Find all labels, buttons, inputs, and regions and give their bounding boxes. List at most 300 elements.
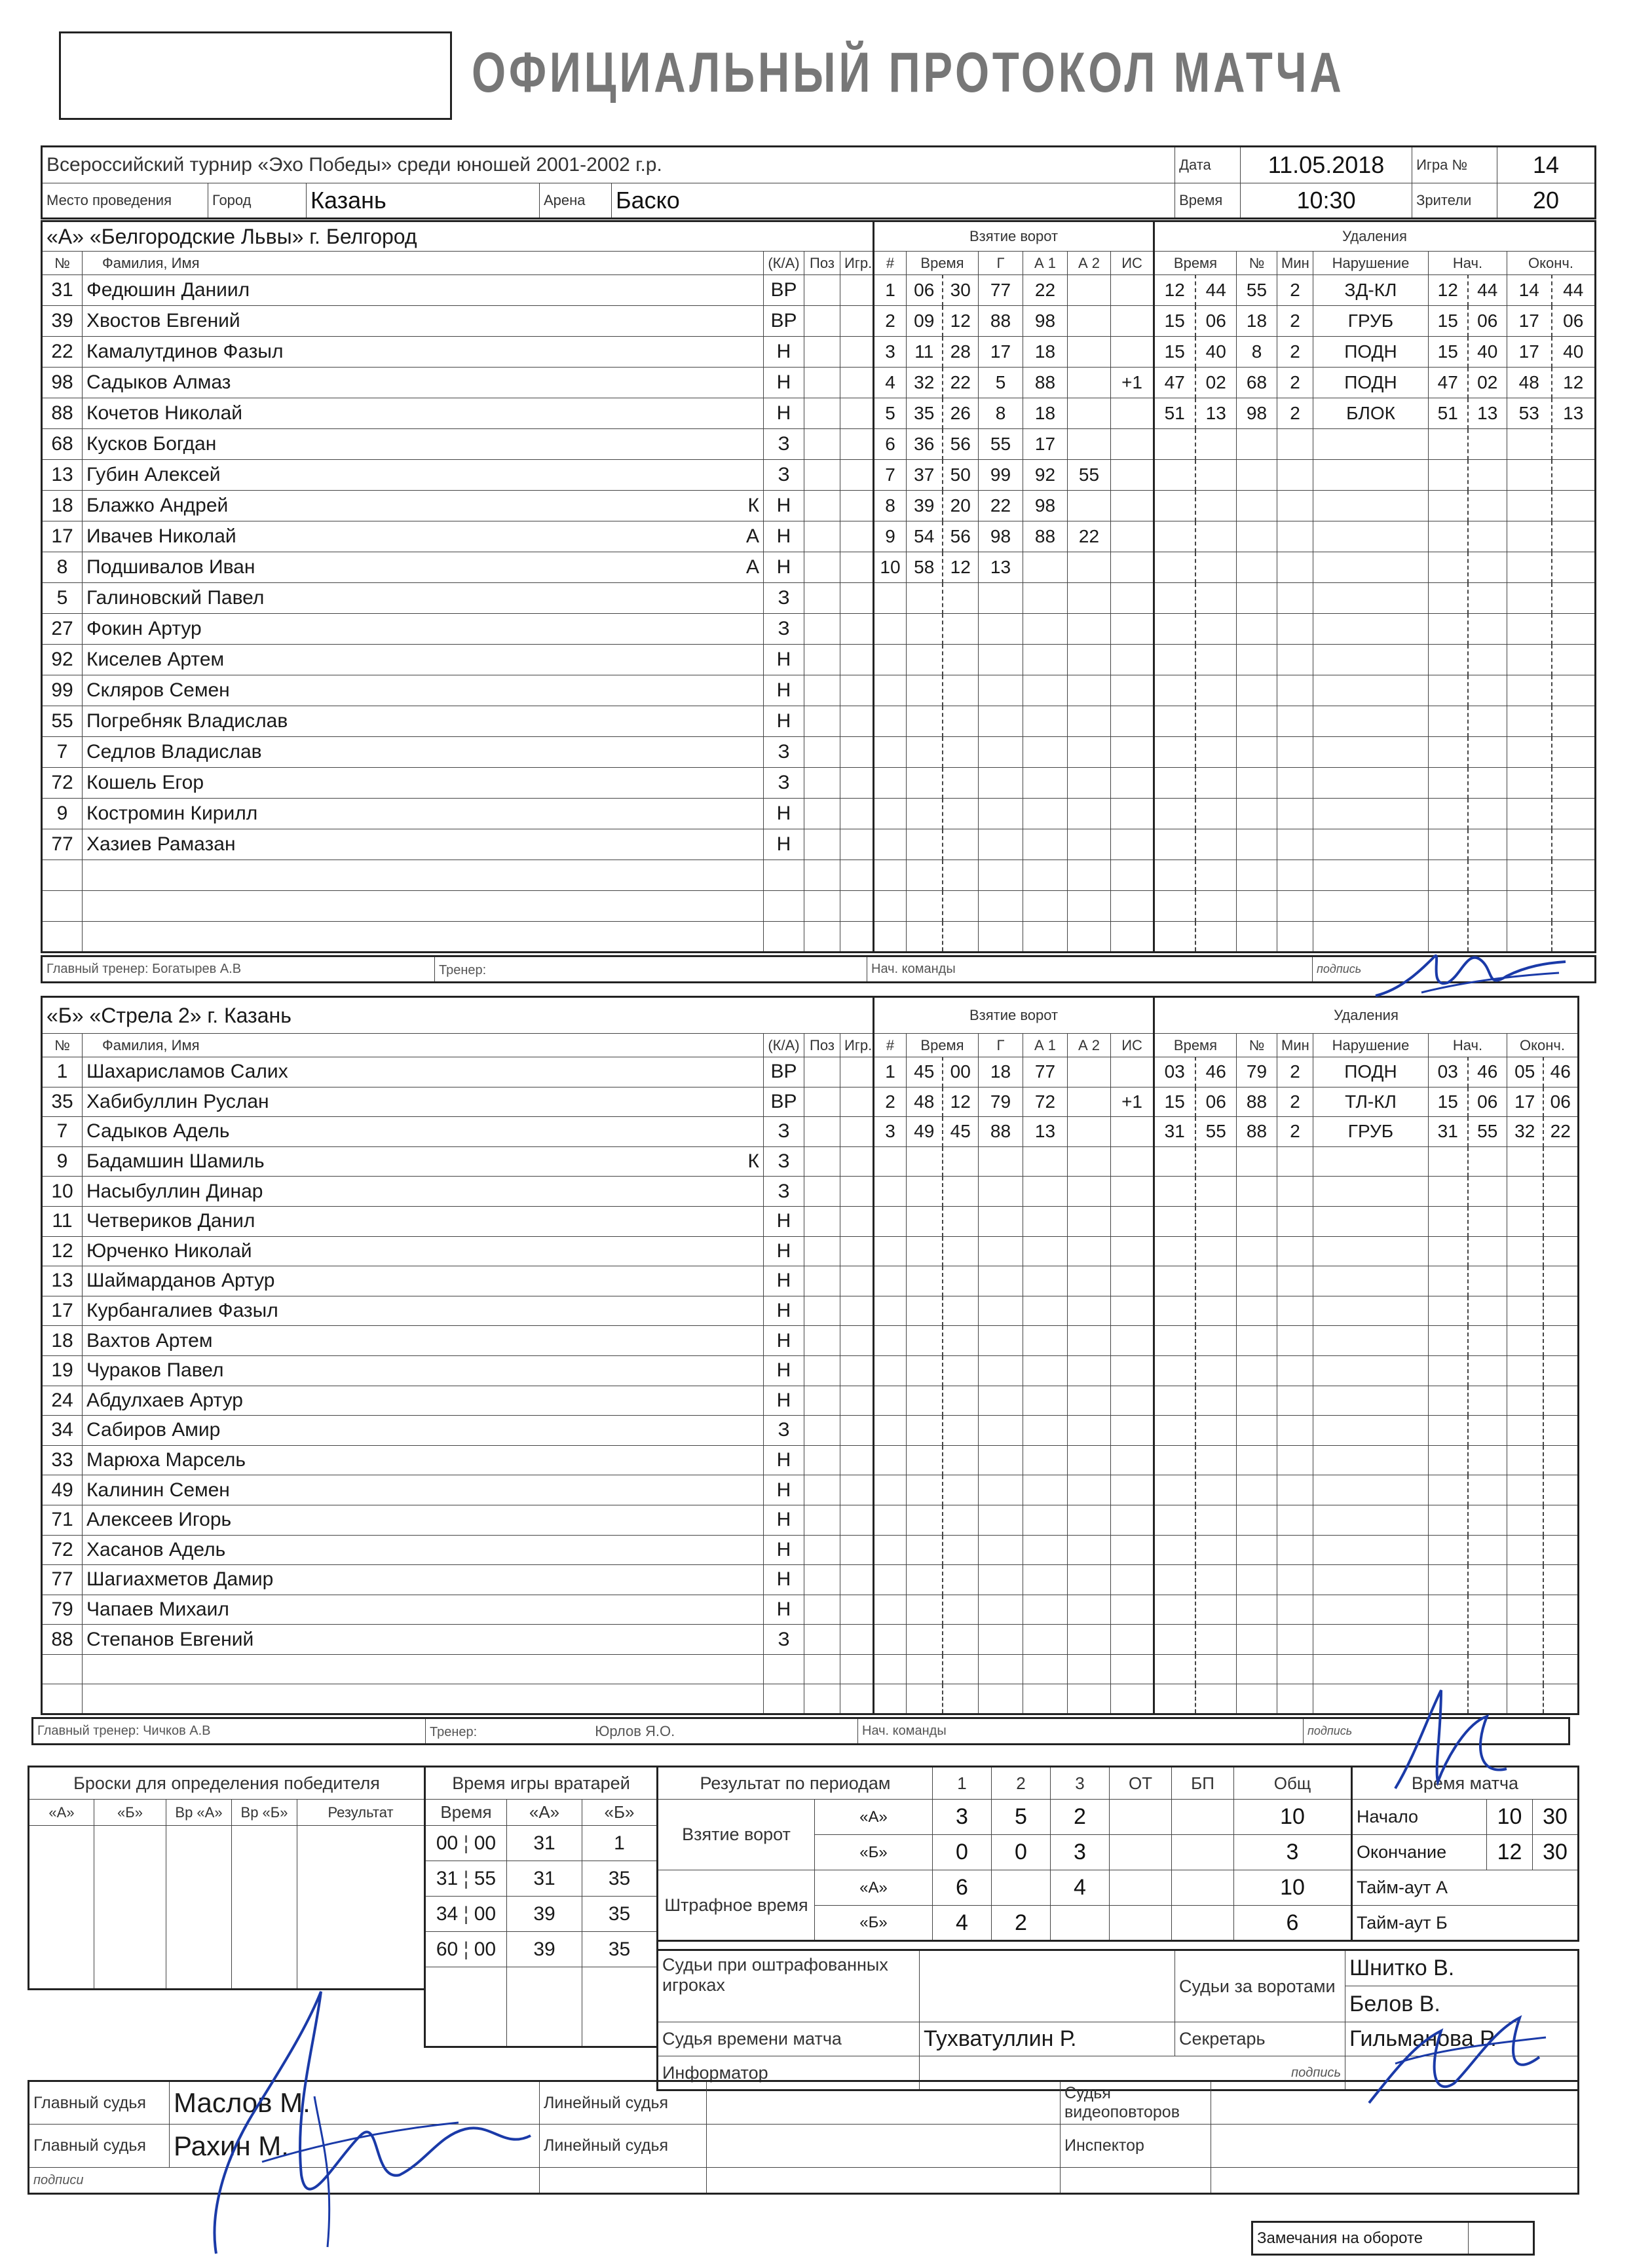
goal-row bbox=[874, 1146, 1154, 1177]
player-position: Н bbox=[764, 368, 804, 398]
goal-row bbox=[874, 1326, 1154, 1356]
penalty-row bbox=[1154, 706, 1596, 737]
goals-a-p3: 2 bbox=[1051, 1800, 1110, 1835]
timekeeper-label: Судья времени матча bbox=[658, 2022, 920, 2056]
gk-title: Время игры вратарей bbox=[425, 1767, 658, 1800]
player-number: 35 bbox=[42, 1087, 83, 1117]
player-name-text: Четвериков Данил bbox=[86, 1210, 255, 1232]
goal-minute: 39 bbox=[907, 491, 943, 521]
player-name bbox=[83, 1177, 764, 1207]
gk-time: 00 ¦ 00 bbox=[425, 1826, 507, 1861]
goal-row bbox=[874, 1236, 1154, 1266]
pen-second: 02 bbox=[1195, 368, 1237, 398]
goal-row bbox=[874, 491, 1154, 521]
head-ref-label-2: Главный судья bbox=[29, 2125, 170, 2168]
arena-value: Баско bbox=[612, 183, 1175, 219]
pen-end-minute: 14 bbox=[1507, 275, 1552, 306]
pen-player: 88 bbox=[1237, 1087, 1277, 1117]
pen-end-second: 40 bbox=[1552, 337, 1596, 368]
pen-minutes: 2 bbox=[1277, 337, 1313, 368]
player-name-text: Кошель Егор bbox=[86, 772, 204, 793]
player-row bbox=[42, 306, 874, 337]
teamB-roster-table bbox=[41, 996, 874, 1715]
goal-assist-1: 18 bbox=[1023, 337, 1068, 368]
player-name bbox=[83, 1206, 764, 1236]
penalty-row bbox=[1154, 829, 1596, 860]
player-name-text: Шахарисламов Салих bbox=[86, 1061, 288, 1083]
player-number: 33 bbox=[42, 1445, 83, 1475]
player-name bbox=[83, 1296, 764, 1326]
goal-index: 1 bbox=[874, 1057, 907, 1087]
player-position: Н bbox=[764, 1595, 804, 1625]
player-row bbox=[42, 1206, 874, 1236]
player-name bbox=[83, 1595, 764, 1625]
player-number: 27 bbox=[42, 614, 83, 645]
player-name bbox=[83, 275, 764, 306]
player-number: 79 bbox=[42, 1595, 83, 1625]
goal-second: 56 bbox=[943, 521, 979, 552]
col-pen-minutes: Мин bbox=[1277, 1034, 1313, 1057]
goal-row bbox=[874, 829, 1154, 860]
pen-offense: ПОДН bbox=[1313, 368, 1429, 398]
goal-scorer: 18 bbox=[979, 1057, 1023, 1087]
col-pen-time: Время bbox=[1154, 1034, 1237, 1057]
gk-time: 60 ¦ 00 bbox=[425, 1932, 507, 1967]
penalty-row bbox=[1154, 306, 1596, 337]
head-ref-label-1: Главный судья bbox=[29, 2081, 170, 2125]
goal-minute: 36 bbox=[907, 429, 943, 460]
teamA-title: «А» «Белгородские Львы» г. Белгород bbox=[42, 221, 874, 252]
col-pos: Поз bbox=[804, 252, 840, 275]
player-position: Н bbox=[764, 1326, 804, 1356]
pen-start-minute: 31 bbox=[1429, 1117, 1468, 1147]
pen-second: 06 bbox=[1195, 306, 1237, 337]
start-minute: 30 bbox=[1533, 1800, 1579, 1835]
penalty-row bbox=[1154, 614, 1596, 645]
goal-strength bbox=[1111, 306, 1154, 337]
pen-second: 44 bbox=[1195, 275, 1237, 306]
gk-second: 00 bbox=[474, 1938, 497, 1960]
pen-a-p2 bbox=[992, 1870, 1051, 1906]
res-col-total: Общ bbox=[1234, 1767, 1352, 1800]
pen-offense: ПОДН bbox=[1313, 337, 1429, 368]
city-value: Казань bbox=[307, 183, 540, 219]
col-pen-number: № bbox=[1237, 1034, 1277, 1057]
trainer-label: Тренер: bbox=[430, 1724, 478, 1739]
penalty-row bbox=[1154, 1177, 1579, 1207]
goal-row bbox=[874, 306, 1154, 337]
player-name bbox=[83, 614, 764, 645]
goal-scorer: 13 bbox=[979, 552, 1023, 583]
player-name bbox=[83, 645, 764, 675]
pen-minute: 03 bbox=[1154, 1057, 1195, 1087]
penalty-row bbox=[1154, 860, 1596, 891]
spectators-label: Зрители bbox=[1412, 183, 1497, 219]
goal-scorer: 55 bbox=[979, 429, 1023, 460]
player-row bbox=[42, 552, 874, 583]
pen-a-ot bbox=[1110, 1870, 1172, 1906]
penalty-judges-label: Судьи при оштрафованных игроках bbox=[658, 1950, 920, 2022]
goal-index: 3 bbox=[874, 1117, 907, 1147]
player-name-text: Погребняк Владислав bbox=[86, 710, 288, 732]
player-number: 72 bbox=[42, 768, 83, 799]
goal-strength bbox=[1111, 521, 1154, 552]
player-row bbox=[42, 768, 874, 799]
pen-b-ot bbox=[1110, 1906, 1172, 1941]
goal-minute: 49 bbox=[907, 1117, 943, 1147]
pen-second: 46 bbox=[1195, 1057, 1237, 1087]
teamB-goals-table bbox=[873, 996, 1155, 1715]
video-ref-label: Судья видеоповторов bbox=[1061, 2081, 1211, 2125]
pen-minute: 15 bbox=[1154, 1087, 1195, 1117]
goal-assist-1: 88 bbox=[1023, 368, 1068, 398]
gk-second: 00 bbox=[474, 1832, 497, 1854]
gk-col-a: «А» bbox=[507, 1800, 582, 1826]
player-number: 13 bbox=[42, 460, 83, 491]
col-goal-time: Время bbox=[907, 252, 979, 275]
player-captain-mark: А bbox=[745, 525, 759, 547]
pen-start-second: 02 bbox=[1468, 368, 1507, 398]
gk-b: 1 bbox=[582, 1826, 658, 1861]
player-number: 49 bbox=[42, 1475, 83, 1505]
end-hour: 12 bbox=[1487, 1835, 1533, 1870]
penalty-row bbox=[1154, 1535, 1579, 1565]
player-name-text: Галиновский Павел bbox=[86, 587, 265, 609]
player-position: Н bbox=[764, 1445, 804, 1475]
player-row bbox=[42, 1355, 874, 1386]
pen-end-minute: 17 bbox=[1507, 306, 1552, 337]
pen-minutes: 2 bbox=[1277, 368, 1313, 398]
goal-minute: 58 bbox=[907, 552, 943, 583]
goals-b-p2: 0 bbox=[992, 1835, 1051, 1870]
goal-assist-2 bbox=[1068, 429, 1111, 460]
teamB-staff-footer bbox=[31, 1717, 1570, 1745]
col-pen-start: Нач. bbox=[1429, 1034, 1507, 1057]
timekeeper-name: Тухватуллин Р. bbox=[920, 2022, 1175, 2056]
penalty-row bbox=[1154, 583, 1596, 614]
player-name bbox=[83, 675, 764, 706]
signatures-label: подписи bbox=[29, 2168, 540, 2194]
pen-second: 06 bbox=[1195, 1087, 1237, 1117]
player-position: Н bbox=[764, 706, 804, 737]
pen-player: 79 bbox=[1237, 1057, 1277, 1087]
gk-minute: 34 bbox=[436, 1902, 459, 1925]
col-goal-a1: А 1 bbox=[1023, 1034, 1068, 1057]
player-number: 7 bbox=[42, 1117, 83, 1147]
goal-scorer: 77 bbox=[979, 275, 1023, 306]
goal-row bbox=[874, 922, 1154, 953]
col-goal-hash: # bbox=[874, 252, 907, 275]
goal-minute: 06 bbox=[907, 275, 943, 306]
player-number: 68 bbox=[42, 429, 83, 460]
player-number: 19 bbox=[42, 1355, 83, 1386]
player-position: З bbox=[764, 1416, 804, 1446]
pen-minutes: 2 bbox=[1277, 1087, 1313, 1117]
goal-index: 2 bbox=[874, 306, 907, 337]
gk-second: 55 bbox=[474, 1867, 497, 1889]
player-number: 22 bbox=[42, 337, 83, 368]
penalty-row bbox=[1154, 891, 1596, 922]
player-row bbox=[42, 1565, 874, 1595]
goal-assist-2: 55 bbox=[1068, 460, 1111, 491]
player-name bbox=[83, 1146, 764, 1177]
penalty-row bbox=[1154, 1296, 1579, 1326]
goal-row bbox=[874, 1625, 1154, 1655]
goal-index: 5 bbox=[874, 398, 907, 429]
pen-start-second: 46 bbox=[1468, 1057, 1507, 1087]
col-pen-offense: Нарушение bbox=[1313, 1034, 1429, 1057]
gk-b: 35 bbox=[582, 1861, 658, 1897]
col-igr: Игр. bbox=[840, 252, 874, 275]
start-hour: 10 bbox=[1487, 1800, 1533, 1835]
pen-start-second: 13 bbox=[1468, 398, 1507, 429]
player-name-text: Насыбуллин Динар bbox=[86, 1180, 263, 1202]
coach-signature-a bbox=[1362, 930, 1572, 1009]
penalty-row bbox=[1154, 1117, 1579, 1147]
gk-a: 31 bbox=[507, 1826, 582, 1861]
col-goal-is: ИС bbox=[1111, 1034, 1154, 1057]
player-position: З bbox=[764, 1625, 804, 1655]
goal-row bbox=[874, 614, 1154, 645]
player-row bbox=[42, 1416, 874, 1446]
pen-end-second: 44 bbox=[1552, 275, 1596, 306]
col-name: Фамилия, Имя bbox=[83, 252, 764, 275]
penalty-row bbox=[1154, 1416, 1579, 1446]
player-position: Н bbox=[764, 645, 804, 675]
player-name bbox=[83, 1386, 764, 1416]
pen-minute: 51 bbox=[1154, 398, 1195, 429]
goals-a-bp bbox=[1172, 1800, 1234, 1835]
player-row bbox=[42, 799, 874, 829]
goal-scorer: 88 bbox=[979, 306, 1023, 337]
penalty-row bbox=[1154, 275, 1596, 306]
player-number: 71 bbox=[42, 1505, 83, 1535]
player-name-text: Алексеев Игорь bbox=[86, 1509, 232, 1531]
pen-minute: 15 bbox=[1154, 337, 1195, 368]
goal-assist-2 bbox=[1068, 552, 1111, 583]
player-number: 1 bbox=[42, 1057, 83, 1087]
player-name-text: Камалутдинов Фазыл bbox=[86, 341, 284, 362]
goal-row bbox=[874, 1206, 1154, 1236]
pen-end-second: 06 bbox=[1552, 306, 1596, 337]
head-referee-signature bbox=[164, 1965, 570, 2267]
player-position: Н bbox=[764, 1355, 804, 1386]
goal-second: 50 bbox=[943, 460, 979, 491]
player-position: ВР bbox=[764, 1057, 804, 1087]
player-row bbox=[42, 860, 874, 891]
pen-second: 13 bbox=[1195, 398, 1237, 429]
penalty-row bbox=[1154, 552, 1596, 583]
player-name bbox=[83, 306, 764, 337]
goal-second: 30 bbox=[943, 275, 979, 306]
pen-end-minute: 32 bbox=[1507, 1117, 1543, 1147]
goal-scorer: 98 bbox=[979, 521, 1023, 552]
player-row bbox=[42, 460, 874, 491]
player-name bbox=[83, 1355, 764, 1386]
secretary-signature bbox=[1356, 1992, 1552, 2123]
goal-assist-2 bbox=[1068, 1057, 1111, 1087]
player-number: 18 bbox=[42, 491, 83, 521]
player-row bbox=[42, 1445, 874, 1475]
gk-minute: 60 bbox=[436, 1938, 459, 1960]
goal-scorer: 22 bbox=[979, 491, 1023, 521]
pen-start-minute: 47 bbox=[1429, 368, 1468, 398]
goal-scorer: 99 bbox=[979, 460, 1023, 491]
player-name-text: Юрченко Николай bbox=[86, 1239, 252, 1262]
goals-a-p1: 3 bbox=[933, 1800, 992, 1835]
gk-b: 35 bbox=[582, 1897, 658, 1932]
player-number: 72 bbox=[42, 1535, 83, 1565]
player-name bbox=[83, 491, 764, 521]
goal-row bbox=[874, 1355, 1154, 1386]
goal-row bbox=[874, 645, 1154, 675]
col-pen-minutes: Мин bbox=[1277, 252, 1313, 275]
col-ka: (К/А) bbox=[764, 1034, 804, 1057]
gk-a: 39 bbox=[507, 1897, 582, 1932]
teamB-title: «Б» «Стрела 2» г. Казань bbox=[42, 997, 874, 1034]
goal-assist-1: 18 bbox=[1023, 398, 1068, 429]
team-chief-label: Нач. команды bbox=[867, 956, 1313, 983]
player-row bbox=[42, 1625, 874, 1655]
game-no-label: Игра № bbox=[1412, 147, 1497, 183]
res-col-2: 2 bbox=[992, 1767, 1051, 1800]
goal-scorer: 17 bbox=[979, 337, 1023, 368]
col-goal-hash: # bbox=[874, 1034, 907, 1057]
head-ref-2: Рахин М. bbox=[170, 2125, 540, 2168]
player-number: 88 bbox=[42, 398, 83, 429]
goal-assist-1: 98 bbox=[1023, 306, 1068, 337]
player-name-text: Чураков Павел bbox=[86, 1359, 224, 1382]
col-goal-a2: А 2 bbox=[1068, 1034, 1111, 1057]
col-pen-start: Нач. bbox=[1429, 252, 1507, 275]
goal-row bbox=[874, 799, 1154, 829]
goal-index: 9 bbox=[874, 521, 907, 552]
goal-strength bbox=[1111, 398, 1154, 429]
gk-a: 39 bbox=[507, 1932, 582, 1967]
player-position: Н bbox=[764, 1206, 804, 1236]
penalty-row bbox=[1154, 799, 1596, 829]
gk-row bbox=[425, 1861, 658, 1897]
player-name-text: Калинин Семен bbox=[86, 1479, 230, 1501]
goal-scorer: 5 bbox=[979, 368, 1023, 398]
pen-end-minute: 17 bbox=[1507, 337, 1552, 368]
player-position: З bbox=[764, 737, 804, 768]
player-name bbox=[83, 706, 764, 737]
secretary-name: Гильманова Р. bbox=[1345, 2022, 1579, 2056]
pen-start-second: 55 bbox=[1468, 1117, 1507, 1147]
trainer bbox=[426, 1718, 858, 1745]
player-position: З bbox=[764, 1146, 804, 1177]
goal-row bbox=[874, 583, 1154, 614]
player-name bbox=[83, 1236, 764, 1266]
player-number: 88 bbox=[42, 1625, 83, 1655]
start-label: Начало bbox=[1352, 1800, 1487, 1835]
player-row bbox=[42, 398, 874, 429]
goal-second: 12 bbox=[943, 1087, 979, 1117]
player-name-text: Чапаев Михаил bbox=[86, 1598, 229, 1620]
player-position: З bbox=[764, 768, 804, 799]
shot-col-vr-b: Вр «Б» bbox=[232, 1800, 297, 1826]
goal-strength bbox=[1111, 1057, 1154, 1087]
pen-minute: 31 bbox=[1154, 1117, 1195, 1147]
goal-index: 4 bbox=[874, 368, 907, 398]
goal-assist-2 bbox=[1068, 398, 1111, 429]
player-row bbox=[42, 1654, 874, 1684]
goal-row bbox=[874, 1057, 1154, 1087]
team-sign-label: подпись bbox=[1304, 1718, 1569, 1745]
player-position: Н bbox=[764, 799, 804, 829]
head-coach: Главный тренер: Чичков А.В bbox=[33, 1718, 426, 1745]
date-label: Дата bbox=[1175, 147, 1241, 183]
pen-end-minute: 17 bbox=[1507, 1087, 1543, 1117]
goal-index: 1 bbox=[874, 275, 907, 306]
res-col-3: 3 bbox=[1051, 1767, 1110, 1800]
player-row bbox=[42, 706, 874, 737]
linesman-label-2: Линейный судья bbox=[540, 2125, 707, 2168]
results-title: Результат по периодам bbox=[658, 1767, 933, 1800]
notes-label: Замечания на обороте bbox=[1252, 2222, 1469, 2255]
goal-minute: 09 bbox=[907, 306, 943, 337]
player-row bbox=[42, 1505, 874, 1535]
player-name bbox=[83, 1266, 764, 1296]
goal-row bbox=[874, 860, 1154, 891]
player-position: Н bbox=[764, 521, 804, 552]
goal-row bbox=[874, 1535, 1154, 1565]
player-name-text: Хвостов Евгений bbox=[86, 310, 240, 331]
goal-row bbox=[874, 1445, 1154, 1475]
player-row bbox=[42, 1236, 874, 1266]
head-ref-1: Маслов М. bbox=[170, 2081, 540, 2125]
shot-col-vr-a: Вр «А» bbox=[166, 1800, 232, 1826]
penalty-row bbox=[1154, 521, 1596, 552]
player-number: 34 bbox=[42, 1416, 83, 1446]
player-number: 77 bbox=[42, 829, 83, 860]
linesman-label-1: Линейный судья bbox=[540, 2081, 707, 2125]
player-name-text: Вахтов Артем bbox=[86, 1329, 213, 1351]
col-ka: (К/А) bbox=[764, 252, 804, 275]
player-number: 9 bbox=[42, 799, 83, 829]
goal-row bbox=[874, 1475, 1154, 1505]
col-pen-end: Оконч. bbox=[1507, 252, 1596, 275]
goals-row-label: Взятие ворот bbox=[658, 1800, 815, 1870]
col-goal-scorer: Г bbox=[979, 1034, 1023, 1057]
goal-row bbox=[874, 275, 1154, 306]
player-name-text: Бадамшин Шамиль bbox=[86, 1150, 265, 1173]
player-position: Н bbox=[764, 1535, 804, 1565]
pen-end-minute: 53 bbox=[1507, 398, 1552, 429]
player-row bbox=[42, 1057, 874, 1087]
goal-row bbox=[874, 1505, 1154, 1535]
player-name bbox=[83, 737, 764, 768]
page-title: ОФИЦИАЛЬНЫЙ ПРОТОКОЛ МАТЧА bbox=[472, 41, 1345, 104]
gk-col-b: «Б» bbox=[582, 1800, 658, 1826]
player-row bbox=[42, 429, 874, 460]
pen-minutes: 2 bbox=[1277, 398, 1313, 429]
pen-minutes: 2 bbox=[1277, 1057, 1313, 1087]
head-coach: Главный тренер: Богатырев А.В bbox=[42, 956, 435, 983]
player-number: 5 bbox=[42, 583, 83, 614]
goal-assist-2 bbox=[1068, 306, 1111, 337]
goal-row bbox=[874, 1087, 1154, 1117]
player-name bbox=[83, 1117, 764, 1147]
penalty-row bbox=[1154, 337, 1596, 368]
pen-b-total: 6 bbox=[1234, 1906, 1352, 1941]
goal-second: 12 bbox=[943, 306, 979, 337]
player-position: Н bbox=[764, 491, 804, 521]
gk-row bbox=[425, 1897, 658, 1932]
col-pos: Поз bbox=[804, 1034, 840, 1057]
player-number: 17 bbox=[42, 1296, 83, 1326]
